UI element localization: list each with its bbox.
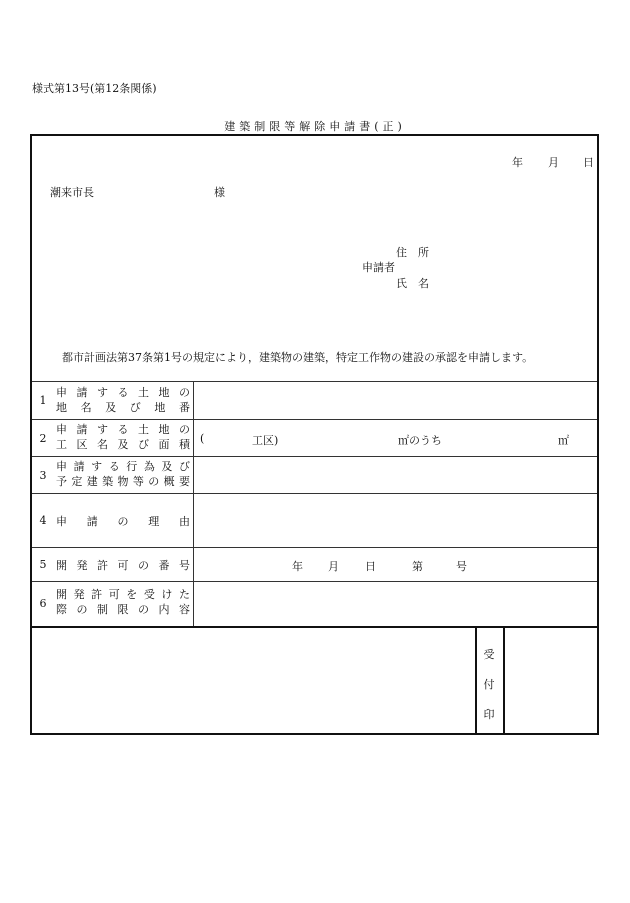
row-number: 5 — [39, 558, 47, 571]
addressee-honorific: 様 — [214, 186, 225, 199]
row5-day-label: 日 — [365, 560, 376, 573]
row-label-line1: 申請する行為及び — [56, 460, 190, 473]
stamp-char-uke: 受 — [483, 648, 495, 661]
application-statement: 都市計画法第37条第1号の規定により，建築物の建築，特定工作物の建設の承認を申請します。 — [62, 351, 534, 364]
applicant-address-label: 住 所 — [396, 246, 429, 259]
row2-sqm-label: ㎡ — [558, 434, 569, 447]
row-label-line2: 工区名及び面積 — [56, 438, 190, 451]
row-number: 1 — [39, 394, 47, 407]
row-number: 6 — [39, 597, 47, 610]
row2-open-paren: ( — [200, 432, 205, 445]
row-label-line1: 申請する土地の — [56, 386, 190, 399]
row-label-line2: 予定建築物等の概要 — [56, 475, 190, 488]
row-number: 2 — [39, 432, 47, 445]
row-label-line2: 際の制限の内容 — [56, 603, 190, 616]
row-label-line1: 申請の理由 — [56, 515, 190, 528]
addressee-name: 潮来市長 — [50, 186, 94, 199]
row5-month-label: 月 — [328, 560, 339, 573]
row-label-line1: 開発許可を受けた — [56, 588, 190, 601]
row-number: 4 — [39, 514, 47, 527]
row-label-line1: 開発許可の番号 — [56, 559, 190, 572]
row2-sqm-of-label: ㎡のうち — [398, 434, 442, 447]
row5-go-label: 号 — [456, 560, 467, 573]
form-number-label: 様式第13号(第12条関係) — [32, 82, 157, 95]
date-year-label: 年 — [512, 156, 523, 169]
stamp-char-in: 印 — [483, 708, 495, 721]
row-label-line1: 申請する土地の — [56, 423, 190, 436]
row5-year-label: 年 — [292, 560, 303, 573]
applicant-name-label: 氏 名 — [396, 277, 429, 290]
row5-dai-label: 第 — [412, 560, 423, 573]
stamp-char-tsuke: 付 — [483, 678, 495, 691]
document-title: 建築制限等解除申請書(正) — [224, 120, 406, 133]
row2-ward-label: 工区) — [252, 434, 279, 447]
date-day-label: 日 — [583, 156, 594, 169]
application-form-frame — [30, 134, 599, 735]
applicant-label: 申請者 — [362, 261, 395, 274]
row-label-line2: 地名及び地番 — [56, 401, 190, 414]
row-number: 3 — [39, 469, 47, 482]
date-month-label: 月 — [548, 156, 559, 169]
